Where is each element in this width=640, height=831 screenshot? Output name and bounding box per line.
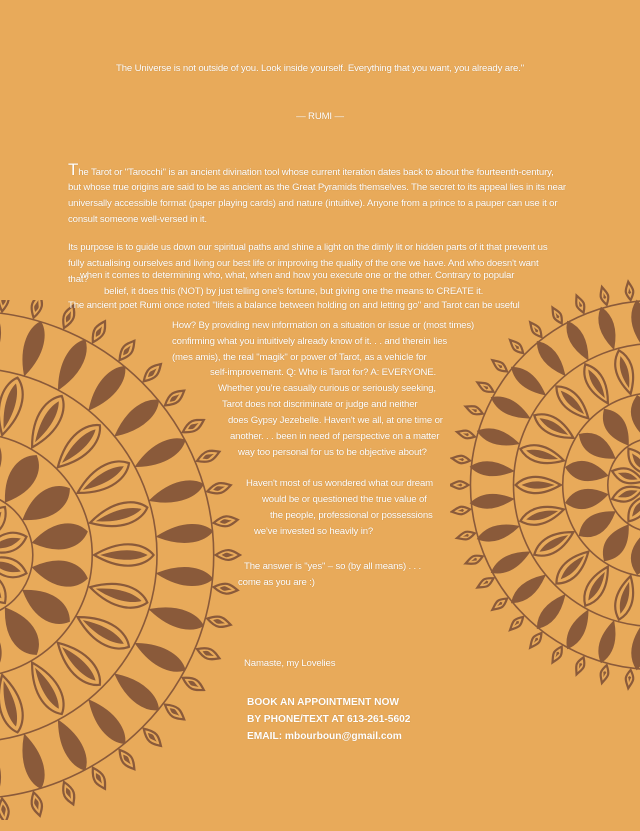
cta-phone: BY PHONE/TEXT AT 613-261-5602 [247, 714, 411, 725]
paragraph2-line: Its purpose is to guide us down our spiritual paths and shine a light on the dimly lit or hidden parts of it that prevent us [68, 242, 548, 253]
center-text-line: come as you are :) [238, 577, 315, 588]
paragraph2-line: The ancient poet Rumi once noted "lifeis a balance between holding on and letting go" and Tarot can be useful [68, 300, 520, 311]
center-text-line: self-improvement. Q: Who is Tarot for? A: EVERYONE. [210, 367, 437, 378]
right-mandala-ornament [450, 275, 640, 695]
paragraph2-line: belief, it does this (NOT) by just telling one's fortune, but giving one the means to CREATE it. [104, 286, 484, 297]
paragraph1-first-line [68, 162, 554, 180]
center-text-line: Haven't most of us wondered what our dream [246, 478, 433, 489]
center-text-line: Tarot does not discriminate or judge and neither [222, 399, 418, 410]
cta-email[interactable]: EMAIL: mbourboun@gmail.com [247, 731, 402, 742]
center-text-line: the people, professional or possessions [270, 510, 433, 521]
center-text-line: another. . . been in need of perspective on a matter [230, 431, 440, 442]
center-text-line: How? By providing new information on a situation or issue or (most times) [172, 320, 475, 331]
center-text-line: Whether you're casually curious or seriously seeking, [218, 383, 436, 394]
paragraph2-line: that? [68, 274, 89, 285]
center-text-line: we've invested so heavily in? [254, 526, 374, 537]
quote-text: The Universe is not outside of you. Look inside yourself. Everything that you want, you already are." [116, 63, 524, 74]
dropcap-letter: T [68, 160, 79, 179]
center-text-line: confirming what you intuitively already know of it. . . and therein lies [172, 336, 448, 347]
quote-attribution: — RUMI — [296, 111, 344, 122]
paragraph1-line: consult someone well-versed in it. [68, 214, 207, 225]
paragraph2-line: when it comes to determining who, what, when and how you execute one or the other. Contrary to popular [80, 270, 515, 281]
center-text-line: The answer is "yes" – so (by all means) . . . [244, 561, 422, 572]
cta-book-appointment: BOOK AN APPOINTMENT NOW [247, 697, 400, 708]
center-text-line: (mes amis), the real "magik" or power of Tarot, as a vehicle for [172, 352, 427, 363]
center-text-line: would be or questioned the true value of [262, 494, 427, 505]
closing-text: Namaste, my Lovelies [244, 658, 336, 669]
paragraph1-line: universally accessible format (paper playing cards) and nature (intuitive). Anyone from a prince to a pauper can use it or [68, 198, 558, 209]
center-text-line: way too personal for us to be objective about? [238, 447, 427, 458]
paragraph1-first-line-text: he Tarot or "Tarocchi" is an ancient divination tool whose current iteration dates back to about the fourteenth-century, [78, 167, 554, 178]
center-text-line: does Gypsy Jezebelle. Haven't we all, at one time or [228, 415, 443, 426]
paragraph1-line: but whose true origins are said to be as ancient as the Great Pyramids themselves. The secret to its appeal lies in its near [68, 182, 566, 193]
paragraph2-line: fully actualising ourselves and living our best life or improving the quality of the one we have. And who doesn't want [68, 258, 539, 269]
